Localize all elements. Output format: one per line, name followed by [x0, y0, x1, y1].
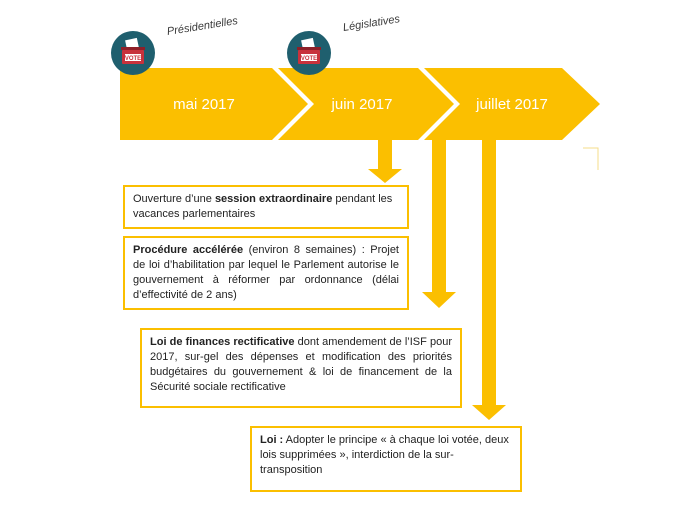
- info-box-session-extraordinaire: [123, 185, 409, 229]
- segment-label-juin: juin 2017: [331, 96, 393, 113]
- vote-badge-text: VOTE: [124, 56, 142, 62]
- vote-badge-text: VOTE: [300, 56, 318, 62]
- box-bold-text: Loi de finances rectificative: [150, 336, 295, 348]
- election-label-presidentielles: Présidentielles: [166, 14, 239, 38]
- box-text: Ouverture d’une: [133, 193, 215, 205]
- info-box-loi-finances-rectificative: [140, 328, 462, 408]
- box-text: dont amendement de l’ISF pour 2017, sur-gel des dépenses et modification des priorités budgétaires du gouvernement & loi de financement de la Sécurité sociale rectificative: [150, 336, 452, 393]
- ballot-box-icon: [286, 30, 332, 76]
- box-bold-text: Loi :: [260, 434, 284, 446]
- ballot-box-icon: [110, 30, 156, 76]
- box-bold-text: Procédure accélérée: [133, 244, 244, 256]
- segment-label-juillet: juillet 2017: [476, 96, 548, 113]
- segment-label-mai: mai 2017: [173, 96, 235, 113]
- info-box-procedure-acceleree: [123, 236, 409, 310]
- box-bold-text: session extraordinaire: [214, 193, 333, 205]
- info-box-loi: [250, 426, 522, 492]
- election-label-legislatives: Législatives: [342, 13, 401, 34]
- box-text: Adopter le principe « à chaque loi votée, deux lois supprimées », interdiction de la sur-transposition: [260, 434, 509, 476]
- bracket-line: [583, 148, 598, 170]
- box-text: pendant les vacances parlementaires: [133, 193, 393, 220]
- arrow-to-box-4: [472, 140, 506, 420]
- arrow-to-box-1: [368, 140, 402, 183]
- box-text: (environ 8 semaines) : Projet de loi d’habilitation par lequel le Parlement autorise le gouvernement à réformer par ordonnance (délai d’effectivité de 2 ans): [133, 244, 399, 301]
- arrow-to-box-2: [422, 140, 456, 308]
